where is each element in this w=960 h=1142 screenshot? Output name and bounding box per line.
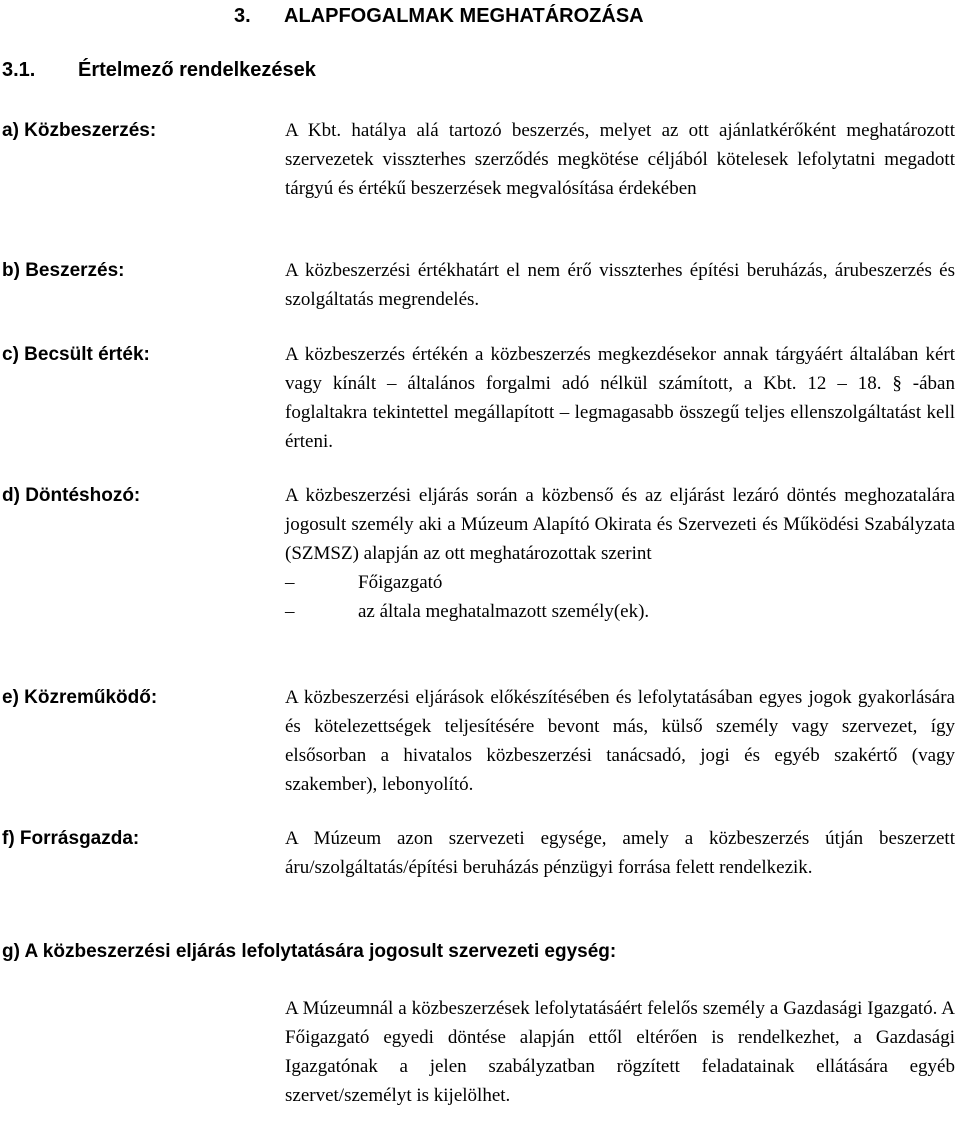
definition-kozremukodo: A közbeszerzési eljárások előkészítésében és lefolytatásában egyes jogok gyakorlására és kötelezettségek teljesítésére bevont más, külső személy vagy szervezet, így elsősorban a hivatalos közbeszerzési tanácsadó, jogi és egyéb szakértő (vagy szakember), lebonyolító.	[285, 687, 955, 795]
definition-jogosult-egyseg: A Múzeumnál a közbeszerzések lefolytatásáért felelős személy a Gazdasági Igazgató. A Főigazgató egyedi döntése alapján ettől eltérően is rendelkezhet, a Gazdasági Igazgatónak a jelen szabályzatban rögzített feladatainak ellátására egyéb szervet/személyt is kijelölhet.	[285, 998, 955, 1106]
list-item-text: az általa meghatalmazott személy(ek).	[358, 601, 650, 622]
section-title: ALAPFOGALMAK MEGHATÁROZÁSA	[284, 5, 644, 27]
term-donteshozo: d) Döntéshozó:	[2, 485, 141, 506]
section-heading	[234, 4, 644, 28]
subsection-title: Értelmező rendelkezések	[78, 59, 316, 81]
definition-becsult-ertek: A közbeszerzés értékén a közbeszerzés megkezdésekor annak tárgyáért általában kért vagy kínált – általános forgalmi adó nélkül számított, a Kbt. 12 – 18. § -ában foglaltakra tekintettel megállapított – legmagasabb összegű teljes ellenszolgáltatást kell érteni.	[285, 344, 955, 452]
list-item	[285, 568, 955, 597]
term-becsult-ertek: c) Becsült érték:	[2, 344, 150, 365]
section-number: 3.	[234, 5, 251, 27]
list-item	[285, 597, 955, 626]
definition-kozbeszerzes: A Kbt. hatálya alá tartozó beszerzés, melyet az ott ajánlatkérőként meghatározott szervezetek visszterhes szerződés megkötése céljából kötelesek lefolytatni megadott tárgyú és értékű beszerzések megvalósítása érdekében	[285, 120, 955, 199]
list-item-text: Főigazgató	[358, 572, 443, 593]
definition-donteshozo-text: A közbeszerzési eljárás során a közbenső és az eljárást lezáró döntés meghozatalára jogosult személy aki a Múzeum Alapító Okirata és Szervezeti és Működési Szabályzata (SZMSZ) alapján az ott meghatározottak szerint	[285, 485, 955, 564]
term-kozbeszerzes: a) Közbeszerzés:	[2, 120, 157, 141]
definition-donteshozo	[285, 481, 955, 626]
list-dash: –	[285, 601, 295, 622]
term-beszerzes: b) Beszerzés:	[2, 260, 125, 281]
subsection-number: 3.1.	[2, 59, 36, 81]
definition-beszerzes: A közbeszerzési értékhatárt el nem érő visszterhes építési beruházás, árubeszerzés és szolgáltatás megrendelés.	[285, 260, 955, 310]
subsection-heading	[2, 58, 316, 82]
donteshozo-list	[285, 568, 955, 626]
term-forrasgazda: f) Forrásgazda:	[2, 828, 140, 849]
term-jogosult-egyseg: g) A közbeszerzési eljárás lefolytatására jogosult szervezeti egység:	[2, 941, 617, 962]
term-kozremukodo: e) Közreműködő:	[2, 687, 158, 708]
definition-forrasgazda: A Múzeum azon szervezeti egysége, amely a közbeszerzés útján beszerzett áru/szolgáltatás/építési beruházás pénzügyi forrása felett rendelkezik.	[285, 828, 955, 878]
list-dash: –	[285, 572, 295, 593]
